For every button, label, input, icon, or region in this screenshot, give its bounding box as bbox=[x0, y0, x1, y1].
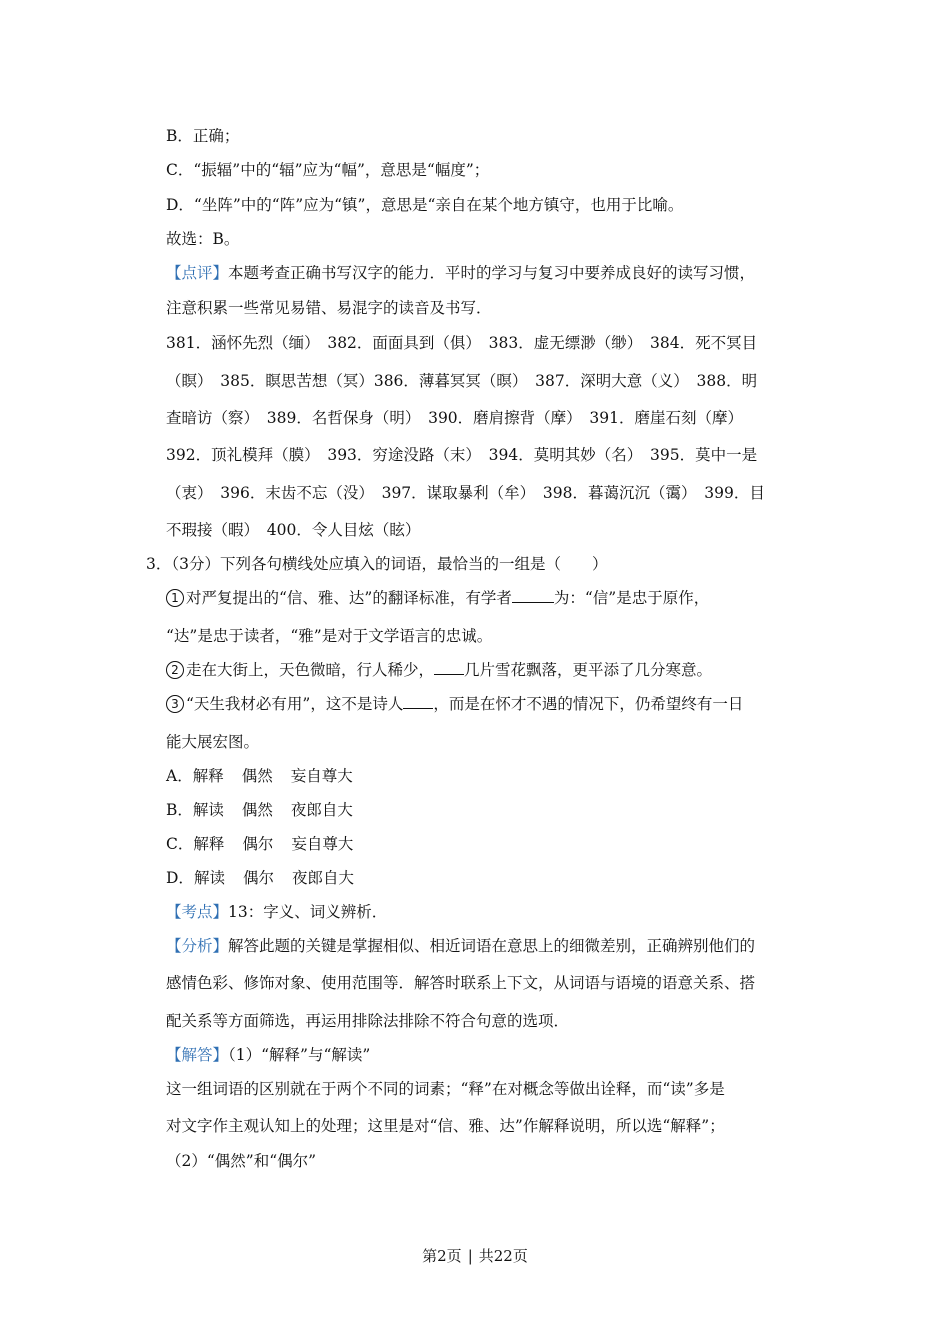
analysis-tag: 【分析】 bbox=[166, 937, 229, 955]
circled-number: 2 bbox=[166, 661, 184, 679]
option-b: B．解读 偶然 夜郎自大 bbox=[166, 801, 353, 819]
solution-line-2: 这一组词语的区别就在于两个不同的词素；“释”在对概念等做出诠释，而“读”多是 bbox=[166, 1080, 725, 1098]
analysis-line-2: 感情色彩、修饰对象、使用范围等．解答时联系上下文，从词语与语境的语意关系、搭 bbox=[166, 974, 756, 992]
analysis-line-3: 配关系等方面筛选，再运用排除法排除不符合句意的选项． bbox=[166, 1012, 570, 1030]
answer-line-d: D．“坐阵”中的“阵”应为“镇”，意思是“亲自在某个地方镇守，也用于比喻。 bbox=[166, 196, 684, 214]
word-list-line: 不瑕接（暇） 400．令人目炫（眩） bbox=[166, 521, 421, 539]
option-a: A．解释 偶然 妄自尊大 bbox=[166, 767, 353, 785]
solution-line-3: 对文字作主观认知上的处理；这里是对“信、雅、达”作解释说明，所以选“解释”； bbox=[166, 1117, 725, 1135]
comment-line-2: 注意积累一些常见易错、易混字的读音及书写． bbox=[166, 299, 492, 317]
fill-blank bbox=[434, 660, 464, 675]
option-d: D．解读 偶尔 夜郎自大 bbox=[166, 869, 354, 887]
knowledge-tag: 【考点】 bbox=[166, 903, 229, 921]
answer-line-c: C．“振辐”中的“辐”应为“幅”，意思是“幅度”； bbox=[166, 161, 490, 179]
sentence-3-cont: 能大展宏图。 bbox=[166, 733, 260, 751]
circled-number: 3 bbox=[166, 695, 184, 713]
sentence-1: 1 对严复提出的“信、雅、达”的翻译标准，有学者 为：“信”是忠于原作， bbox=[166, 588, 709, 608]
word-list-line: （瞑） 385．瞑思苦想（冥）386．薄暮冥冥（暝） 387．深明大意（义） 388．明 bbox=[166, 372, 758, 390]
answer-choice: 故选：B。 bbox=[166, 230, 240, 248]
sentence-1-cont: “达”是忠于读者，“雅”是对于文学语言的忠诚。 bbox=[166, 627, 493, 645]
fill-blank bbox=[512, 588, 554, 603]
page-current: 第2页 bbox=[422, 1247, 462, 1265]
comment-tag: 【点评】 bbox=[166, 264, 229, 282]
word-list-line: （衷） 396．末齿不忘（没） 397．谋取暴利（牟） 398．暮蔼沉沉（霭） 399．目 bbox=[166, 484, 765, 502]
word-list-line: 381．涵怀先烈（缅） 382．面面具到（俱） 383．虚无缥渺（缈） 384．死不冥目 bbox=[166, 334, 758, 352]
page-total: 共22页 bbox=[478, 1247, 528, 1265]
comment-line bbox=[166, 263, 755, 283]
option-c: C．解释 偶尔 妄自尊大 bbox=[166, 835, 354, 853]
solution-line: 【解答】（1）“解释”与“解读” bbox=[166, 1046, 371, 1064]
word-list-line: 查暗访（察） 389．名哲保身（明） 390．磨肩擦背（摩） 391．磨崖石刻（摩） bbox=[166, 409, 744, 427]
solution-tag: 【解答】 bbox=[166, 1046, 229, 1064]
fill-blank bbox=[403, 694, 433, 709]
answer-line-b: B．正确； bbox=[166, 127, 240, 145]
circled-number: 1 bbox=[166, 589, 184, 607]
question-stem: 3．（3分）下列各句横线处应填入的词语，最恰当的一组是（ ） bbox=[146, 555, 608, 573]
sentence-2: 2 走在大街上，天色微暗，行人稀少， 几片雪花飘落，更平添了几分寒意。 bbox=[166, 660, 712, 680]
page-footer bbox=[0, 1246, 950, 1266]
solution-line-4: （2）“偶然”和“偶尔” bbox=[166, 1152, 317, 1170]
analysis-line: 【分析】解答此题的关键是掌握相似、相近词语在意思上的细微差别，正确辨别他们的 bbox=[166, 937, 756, 955]
knowledge-point: 【考点】13：字义、词义辨析． bbox=[166, 903, 388, 921]
word-list-line: 392．顶礼模拜（膜） 393．穷途没路（末） 394．莫明其妙（名） 395．莫中一是 bbox=[166, 446, 758, 464]
page-separator: | bbox=[467, 1247, 473, 1265]
sentence-3: 3 “天生我材必有用”，这不是诗人 ，而是在怀才不遇的情况下，仍希望终有一日 bbox=[166, 694, 743, 714]
comment-text: 本题考查正确书写汉字的能力．平时的学习与复习中要养成良好的读写习惯， bbox=[228, 264, 756, 282]
